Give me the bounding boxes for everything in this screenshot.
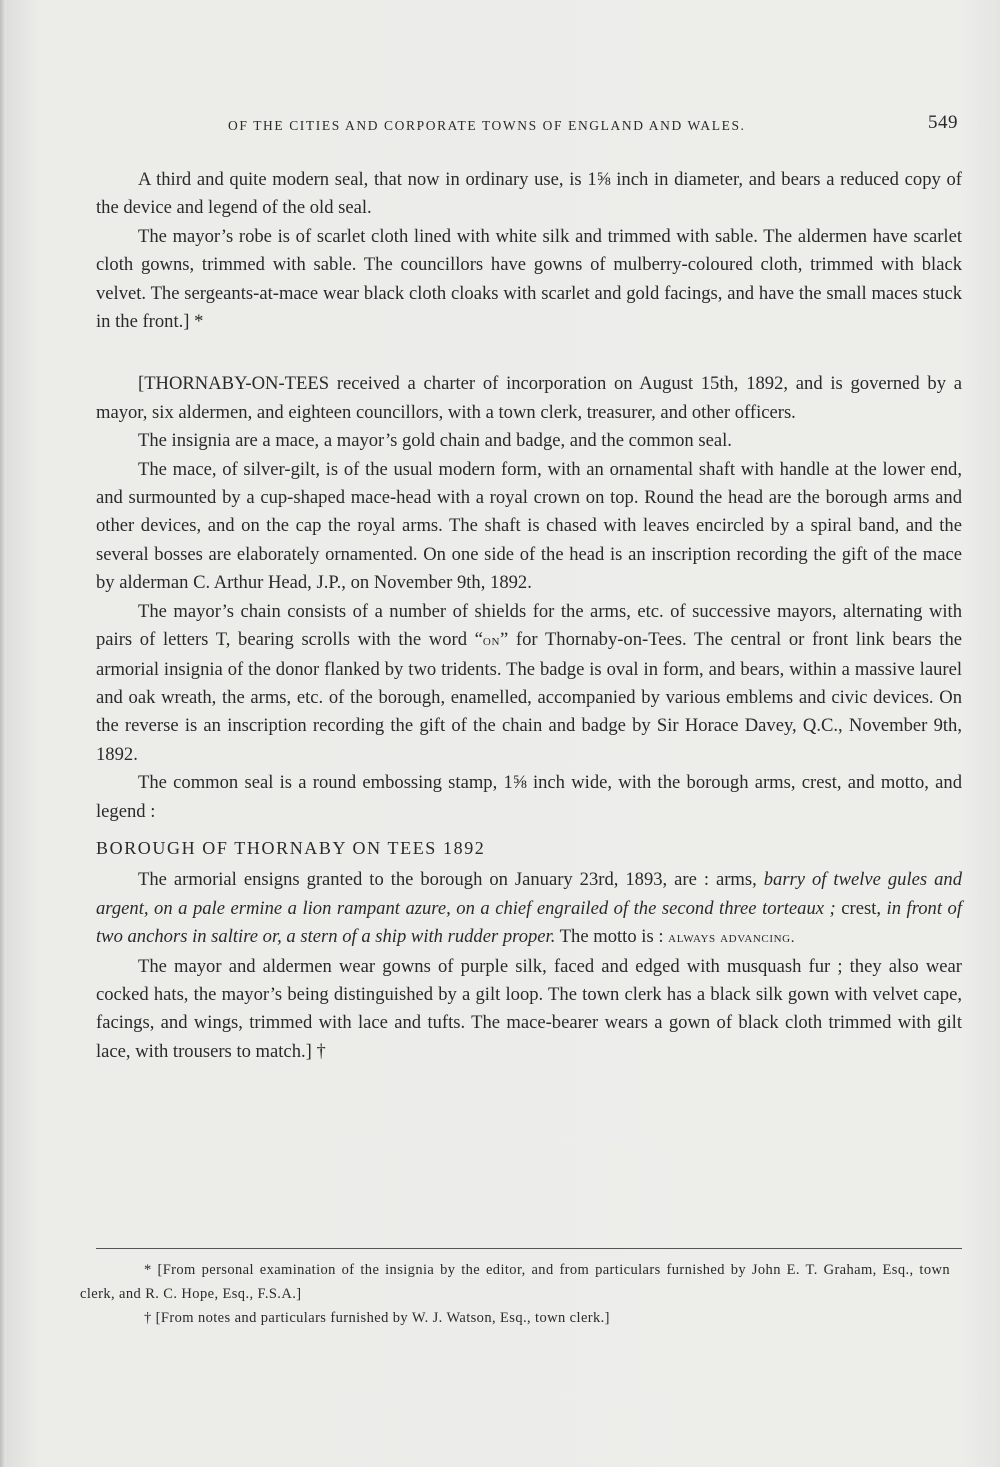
paragraph-mayors-robe: The mayor’s robe is of scarlet cloth lined with white silk and trimmed with sable. The aldermen have scarlet cloth gowns, trimmed with sable. The councillors have gowns of mulberry-coloured cloth, trimmed with black velvet. The sergeants-at-mace wear black cloth cloaks with scarlet and gold facings, and have the small maces stuck in the front.] * — [96, 225, 962, 333]
armorial-text-3: The motto is : — [555, 926, 669, 948]
paragraph-common-seal: The common seal is a round embossing stamp, 1⅝ inch wide, with the borough arms, crest, and motto, and legend : — [96, 772, 962, 822]
running-head: OF THE CITIES AND CORPORATE TOWNS OF ENGLAND AND WALES. — [228, 118, 746, 133]
footnote-asterisk: * [From personal examination of the insignia by the editor, and from particulars furnished by John E. T. Graham, Esq., town clerk, and R. C. Hope, Esq., F.S.A.] — [80, 1262, 950, 1302]
binding-shadow — [0, 0, 6, 1467]
chain-text-after: ” for Thornaby-on-Tees. The central or front link bears the armorial insignia of the donor flanked by two tridents. The badge is oval in form, and bears, within a massive laurel and oak wreath, the arms, etc. of the borough, enamelled, accompanied by various emblems and civic devices. On the reverse is an inscription recording the gift of the chain and badge by Sir Horace Davey, Q.C., November 9th, 1892. — [96, 629, 962, 765]
footnote-dagger: † [From notes and particulars furnished by W. J. Watson, Esq., town clerk.] — [144, 1310, 610, 1326]
paragraph-mace: The mace, of silver-gilt, is of the usual modern form, with an ornamental shaft with handle at the lower end, and surmounted by a cup-shaped mace-head with a royal crown on top. Round the head are the borough arms and other devices, and on the cap the royal arms. The shaft is chased with leaves encircled by a spiral band, and the several bosses are elaborately ornamented. On one side of the head is an inscription recording the gift of the mace by alderman C. Arthur Head, J.P., on November 9th, 1892. — [96, 458, 962, 594]
armorial-blazon-arms: barry of twelve gules and argent, on a pale ermine a lion rampant azure, on a chief engrailed of the second three torteaux ; — [96, 869, 962, 919]
footnotes — [80, 1258, 950, 1330]
paragraph-thornaby-charter: [THORNABY-ON-TEES received a charter of incorporation on August 15th, 1892, and is governed by a mayor, six aldermen, and eighteen councillors, with a town clerk, treasurer, and other officers. — [96, 373, 962, 423]
armorial-text-1: The armorial ensigns granted to the borough on January 23rd, 1893, are : arms, — [138, 869, 764, 891]
chain-word-on: on — [482, 633, 501, 650]
page-header — [96, 112, 962, 142]
paragraph-modern-seal: A third and quite modern seal, that now in ordinary use, is 1⅝ inch in diameter, and bears a reduced copy of the device and legend of the old seal. — [96, 169, 962, 219]
paragraph-mayors-chain — [96, 598, 962, 769]
chain-text-before: The mayor’s chain consists of a number of shields for the arms, etc. of successive mayors, alternating with pairs of letters T, bearing scrolls with the word “ — [96, 600, 962, 651]
paragraph-insignia: The insignia are a mace, a mayor’s gold chain and badge, and the common seal. — [138, 430, 732, 452]
armorial-text-2: crest, — [835, 897, 887, 919]
paragraph-robes: The mayor and aldermen wear gowns of purple silk, faced and edged with musquash fur ; they also wear cocked hats, the mayor’s being distinguished by a gilt loop. The town clerk has a black silk gown with velvet cape, facings, and wings, trimmed with lace and tufts. The mace-bearer wears a gown of black cloth trimmed with gilt lace, with trousers to match.] † — [96, 955, 962, 1062]
seal-legend: BOROUGH OF THORNABY ON TEES 1892 — [96, 837, 486, 858]
armorial-motto: always advancing. — [668, 930, 796, 947]
page-number: 549 — [928, 112, 958, 133]
footnote-rule — [96, 1248, 962, 1249]
body-text — [96, 166, 962, 1066]
armorial-blazon-crest: in front of two anchors in saltire or, a stern of a ship with rudder proper. — [96, 897, 962, 948]
paragraph-armorial-ensigns — [96, 866, 962, 952]
